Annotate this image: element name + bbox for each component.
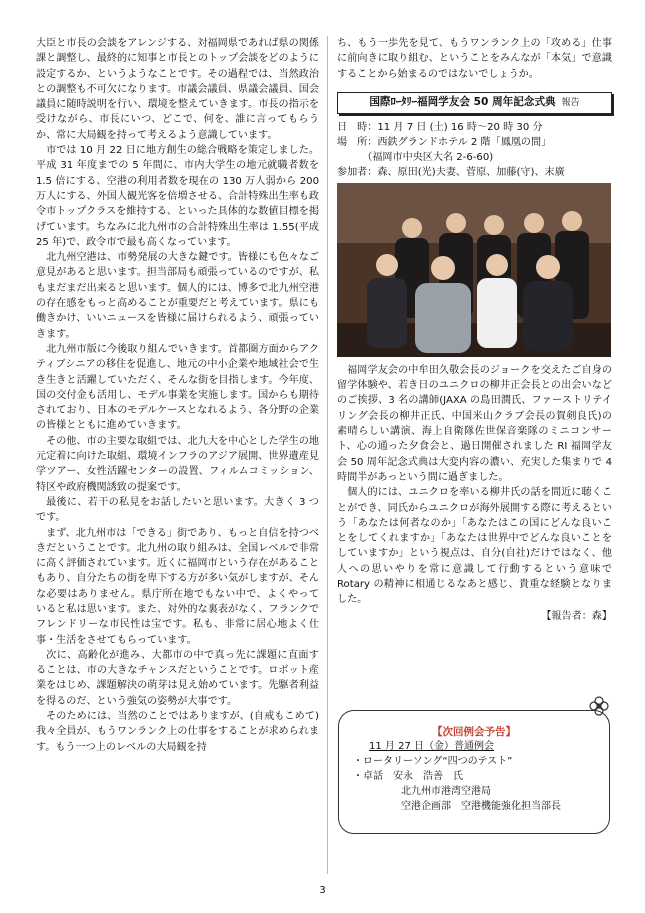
report-title: 国際ﾛｰﾀﾘｰ福岡学友会 50 周年記念式典 xyxy=(369,95,556,108)
page-number: 3 xyxy=(319,885,326,896)
notice-item-speech: ・卓話 安永 浩善 氏 xyxy=(353,771,463,782)
continued-paragraph: ち、もう一歩先を見て、もうワンランク上の「攻める」仕事に前向きに取り組む、ということをみんなが「本気」で意識することから始まるのではないでしょうか。 xyxy=(337,38,612,80)
paragraph: その他、市の主要な取組では、北九大を中心とした学生の地元定着に向けた取組、環境インフラのアジア展開、世界遺産見学ツアー、女性活躍センターの設置、フィルムコミッション、特区や政府機関誘致の提案です。 xyxy=(36,435,319,493)
paragraph: 北九州空港は、市勢発展の大きな鍵です。皆様にも色々なご意見があると思います。担当部局も頑張っているのですが、私もまだまだ出来ると思います。個人的には、博多で北九州空港の存在感をもっと高めることが重要だと考えています。県にも働きかけ、いいニュースを皆様に届けられるよう、頑張っていきます。 xyxy=(36,252,319,340)
report-address: （福岡市中央区大名 2-6-60) xyxy=(337,151,494,163)
group-photo xyxy=(337,183,611,357)
paragraph: 北九州市版に今後取り組んでいきます。首都圏方面からアクティブシニアの移住を促進し、地元の中小企業や地域社会で生き生きと活躍していただく、そんな街を目指します。今年度、国の交付金も活用し、モデル事業を実施します。国からも期待されており、日本のモデルケースとなれるよう、各分野の企業の皆様とともに進めていきます。 xyxy=(36,343,319,432)
notice-speaker-org: 北九州市港湾空港局 xyxy=(401,786,491,797)
paragraph: まず、北九州市は「できる」街であり、もっと自信を持つべきだということです。北九州の取り組みは、全国レベルで非常に高く評価されています。近くに福岡市という存在があることもあり、自分たちの街を卑下する方が多い気がしますが、そんな必要はありません。県庁所在地でもない中で、よくやっていると私は思います。また、対外的な裏表がなく、フランクでフレンドリーな市民性は宝です。私も、非常に居心地よく仕事・生活をさせてもらっています。 xyxy=(36,527,319,646)
notice-speaker-title: 空港企画部 空港機能強化担当部長 xyxy=(401,801,561,812)
left-column xyxy=(36,36,319,755)
notice-item-song: ・ロータリーソング“四つのテスト” xyxy=(353,756,513,767)
paragraph: 市では 10 月 22 日に地方創生の総合戦略を策定しました。平成 31 年度までの 5 年間に、市内大学生の地元就職者数を 1.5 倍にする、空港の利用者数を現在の 130 万人弱から 200 万人にする、外国人観光客を倍増させる、合計特殊出生率も政令市トップクラスを維持する、といった具体的な数値目標を掲げています。ちなみに北九州市の合計特殊出生率は 1.55(平成 25 年)で、政令市で最も高くなっています。 xyxy=(36,145,319,248)
report-title-suffix: 報告 xyxy=(561,97,580,108)
notice-date: 11 月 27 日（金）普通例会 xyxy=(369,741,494,752)
next-meeting-notice xyxy=(338,710,610,834)
right-column xyxy=(337,36,612,624)
report-body-paragraph: 福岡学友会の中牟田久敬会長のジョークを交えたご自身の留学体験や、若き日のユニクロの柳井正会長との出会いなどのご挨拶、3 名の講師(JAXA の島田潤氏、ファーストリテイリング会長の柳井正氏、中国米山クラブ会長の賀剣良氏)の素晴らしい講演、海上自衛隊佐世保音楽隊のミニコンサート、心の通った夕食会と、過日開催されました RI 福岡学友会 50 周年記念式典は大変内容の濃い、充実した集まりで 4 時間半があっという間に過ぎました。 xyxy=(337,364,612,483)
reporter: 【報告者：森】 xyxy=(541,610,612,622)
column-divider xyxy=(327,36,328,874)
report-title-box xyxy=(337,92,612,114)
paragraph: 次に、高齢化が進み、大都市の中で真っ先に課題に直面することは、市の大きなチャンスだということです。ロボット産業をはじめ、課題解決の萌芽は見え始めています。先駆者利益を得るのだ、という強気の姿勢が大事です。 xyxy=(36,649,319,707)
group-photo-image xyxy=(337,183,611,357)
report-attendees: 参加者：森、原田(光)夫妻、菅原、加藤(守)、末廣 xyxy=(337,166,565,178)
paragraph: そのためには、当然のことではありますが、(自戒もこめて)我々全員が、もうワンランク上の仕事をすることが求められます。もう一つ上のレベルの大局観を持 xyxy=(36,711,319,753)
report-date: 日 時：11 月 7 日 (土) 16 時～20 時 30 分 xyxy=(337,121,543,133)
report-body-paragraph: 個人的には、ユニクロを率いる柳井氏の話を間近に聴くことができ、同氏からユニクロが海外展開する際に考えるという「あなたは何者なのか」「あなたはこの国にどんな良いことをしてくれますか」「あなたは世界中でどんな良いことをしていますか」という視点は、自分(自社)だけではなく、他人への思いやりを常に意識して行動するという意味で Rotary の精神に相通じるなあと感じ、貴重な経験となりました。 xyxy=(337,487,612,606)
report-place: 場 所：西鉄グランドホテル 2 階「鳳凰の間」 xyxy=(337,136,552,148)
paragraph: 最後に、若干の私見をお話したいと思います。大きく 3 つです。 xyxy=(36,496,319,524)
notice-heading: 【次回例会予告】 xyxy=(432,726,516,738)
paragraph: 大臣と市長の会談をアレンジする、対福岡県であれば県の関係課と調整し、最終的に知事と市長とのトップ会談をどのように設定するか、というようなことです。その過程では、当然政治との調整も不可欠になります。市議会議員、県議会議員、国会議員に随時説明を行い、環境を整えていきます。市長の指示を受けながら、市長にいつ、どこで、何を、誰に言ってもらうか、常に大局観を持って考えるよう意識しています。 xyxy=(36,38,319,141)
